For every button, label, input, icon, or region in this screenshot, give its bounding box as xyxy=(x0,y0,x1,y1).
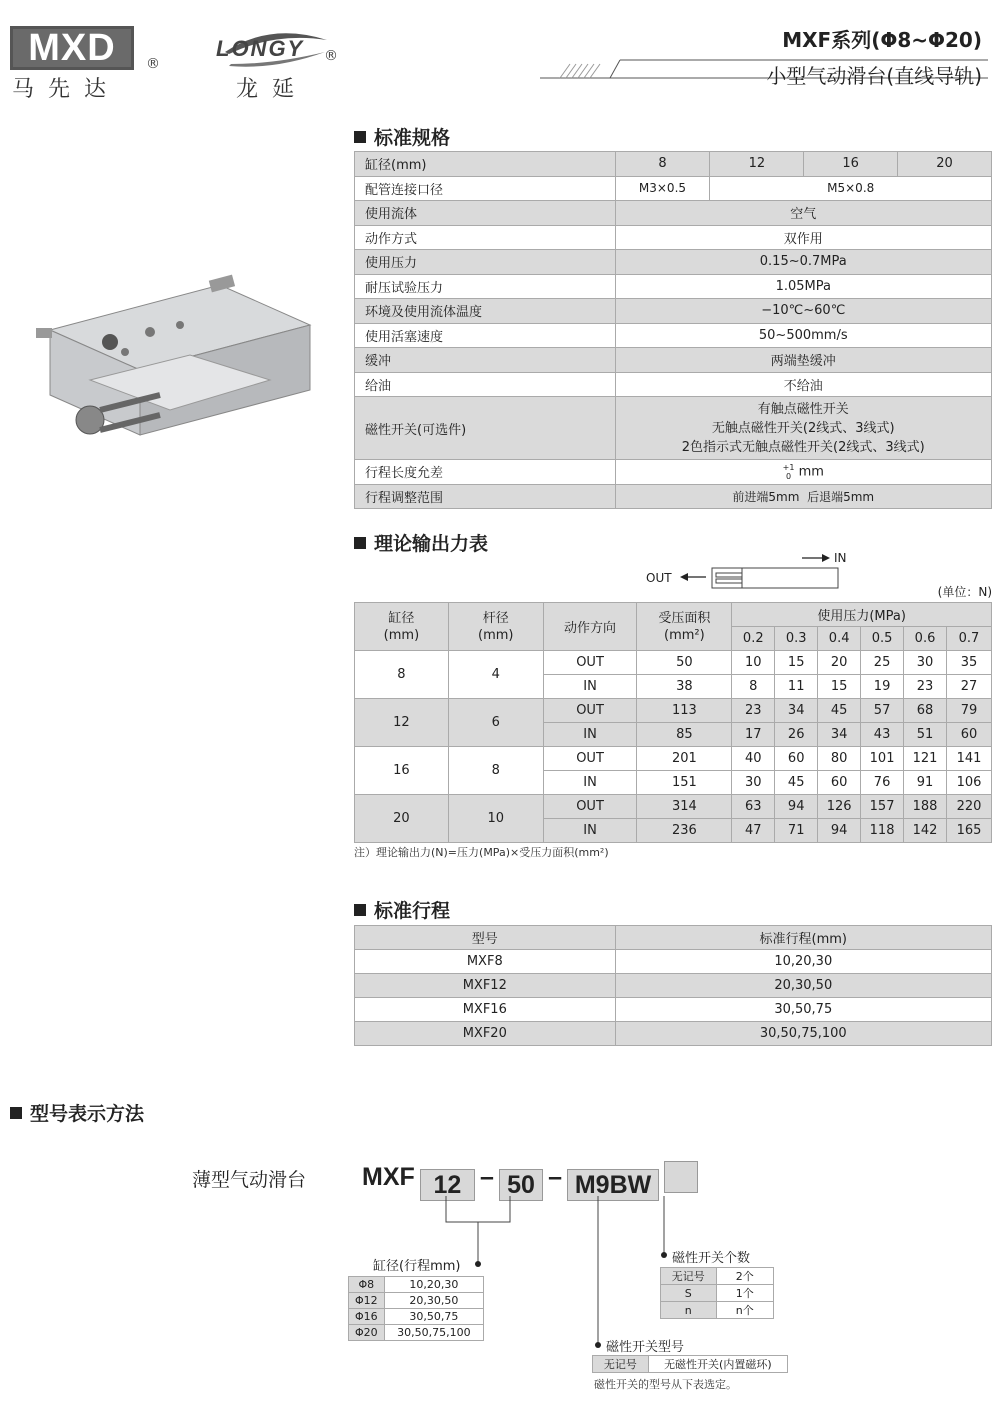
header-model: 型号 xyxy=(355,926,616,950)
cell-force: 51 xyxy=(904,723,947,747)
spec-cell: M5×0.8 xyxy=(710,176,992,201)
cell-area: 113 xyxy=(637,699,732,723)
cell-force: 60 xyxy=(818,771,861,795)
cell-value: 无磁性开关(内置磁环) xyxy=(648,1356,787,1373)
cell-area: 38 xyxy=(637,675,732,699)
section-title-model: 型号表示方法 xyxy=(10,1099,144,1126)
header-p: 0.6 xyxy=(904,627,947,651)
code-prefix: MXF xyxy=(362,1163,415,1191)
spec-cell: 8 xyxy=(615,152,710,177)
cell-force: 188 xyxy=(904,795,947,819)
cell-bore: 8 xyxy=(355,651,449,699)
cell-model: MXF20 xyxy=(355,1022,616,1046)
diagram-out-label: OUT xyxy=(646,571,672,585)
switch-count-table xyxy=(660,1267,774,1319)
switch-line: 无触点磁性开关(2线式、3线式) xyxy=(711,420,895,436)
spec-label: 磁性开关(可选件) xyxy=(355,397,616,460)
bore-code-table xyxy=(348,1276,484,1341)
tolerance-lower: 0 xyxy=(785,471,792,481)
cell-force: 23 xyxy=(732,699,775,723)
cell-force: 15 xyxy=(818,675,861,699)
spec-cell: 12 xyxy=(710,152,804,177)
cell-key: 无记号 xyxy=(593,1356,649,1373)
cell-area: 151 xyxy=(637,771,732,795)
code-dash-2: – xyxy=(548,1163,562,1191)
spec-cell: 1.05MPa xyxy=(615,274,991,299)
switch-type-note: 磁性开关的型号从下表选定。 xyxy=(594,1378,737,1391)
table-row xyxy=(661,1302,774,1319)
cell-force: 60 xyxy=(946,723,991,747)
cell-area: 50 xyxy=(637,651,732,675)
cell-force: 121 xyxy=(904,747,947,771)
cell-rod: 4 xyxy=(448,651,543,699)
cell-force: 91 xyxy=(904,771,947,795)
table-row xyxy=(349,1325,484,1341)
cell-rod: 10 xyxy=(448,795,543,843)
cell-value: n个 xyxy=(716,1302,774,1319)
header-p: 0.5 xyxy=(861,627,904,651)
cell-force: 79 xyxy=(946,699,991,723)
cell-force: 45 xyxy=(775,771,818,795)
cell-stroke: 30,50,75,100 xyxy=(615,1022,991,1046)
table-row xyxy=(349,1309,484,1325)
cell-value: 2个 xyxy=(716,1268,774,1285)
header-rod: 杆径 (mm) xyxy=(448,603,543,651)
spec-label: 动作方式 xyxy=(355,225,616,250)
bore-label: 缸径(行程mm) xyxy=(373,1259,461,1274)
header-direction: 动作方向 xyxy=(543,603,637,651)
spec-cell: 0.15~0.7MPa xyxy=(615,250,991,275)
cell-force: 45 xyxy=(818,699,861,723)
cell-area: 314 xyxy=(637,795,732,819)
longy-chinese-name: 龙延 xyxy=(236,77,309,102)
cell-force: 30 xyxy=(904,651,947,675)
cell-key: Φ20 xyxy=(349,1325,385,1341)
cell-force: 27 xyxy=(946,675,991,699)
cell-force: 25 xyxy=(861,651,904,675)
cell-key: n xyxy=(661,1302,717,1319)
cell-force: 20 xyxy=(818,651,861,675)
cell-key: Φ8 xyxy=(349,1277,385,1293)
header-p: 0.4 xyxy=(818,627,861,651)
switch-type-label: 磁性开关型号 xyxy=(606,1340,685,1355)
cell-force: 35 xyxy=(946,651,991,675)
cell-rod: 8 xyxy=(448,747,543,795)
spec-cell: 不给油 xyxy=(615,372,991,397)
cell-force: 94 xyxy=(818,819,861,843)
cell-dir: OUT xyxy=(543,747,637,771)
tolerance-unit: mm xyxy=(798,464,824,480)
spec-cell: −10℃~60℃ xyxy=(615,299,991,324)
spec-label: 缸径(mm) xyxy=(355,152,616,177)
cell-model: MXF16 xyxy=(355,998,616,1022)
spec-cell: 前进端5mm 后退端5mm xyxy=(615,484,991,509)
spec-label: 给油 xyxy=(355,372,616,397)
cell-value: 30,50,75,100 xyxy=(384,1325,483,1341)
cell-force: 10 xyxy=(732,651,775,675)
cell-force: 17 xyxy=(732,723,775,747)
cell-force: 106 xyxy=(946,771,991,795)
section-title-stroke: 标准行程 xyxy=(354,896,450,923)
mxd-chinese-name: 马先达 xyxy=(12,77,121,102)
cell-area: 85 xyxy=(637,723,732,747)
header-p: 0.3 xyxy=(775,627,818,651)
spec-label: 使用流体 xyxy=(355,201,616,226)
spec-label: 缓冲 xyxy=(355,348,616,373)
cell-force: 157 xyxy=(861,795,904,819)
cell-dir: IN xyxy=(543,771,637,795)
section-title-force: 理论输出力表 xyxy=(354,529,488,556)
cell-bore: 12 xyxy=(355,699,449,747)
registered-mark: ® xyxy=(146,56,160,72)
cell-force: 142 xyxy=(904,819,947,843)
spec-label: 使用活塞速度 xyxy=(355,323,616,348)
series-title: MXF系列(Φ8~Φ20) xyxy=(782,28,982,52)
cell-force: 220 xyxy=(946,795,991,819)
cell-area: 201 xyxy=(637,747,732,771)
table-row xyxy=(349,1293,484,1309)
section-title-spec: 标准规格 xyxy=(354,123,450,150)
cell-key: Φ12 xyxy=(349,1293,385,1309)
switch-line: 2色指示式无触点磁性开关(2线式、3线式) xyxy=(681,439,925,455)
cell-force: 26 xyxy=(775,723,818,747)
longy-logo-text: LONGY xyxy=(216,36,305,61)
cell-force: 101 xyxy=(861,747,904,771)
cell-force: 8 xyxy=(732,675,775,699)
cell-force: 63 xyxy=(732,795,775,819)
cell-force: 11 xyxy=(775,675,818,699)
cell-area: 236 xyxy=(637,819,732,843)
cell-stroke: 30,50,75 xyxy=(615,998,991,1022)
page-subtitle: 小型气动滑台(直线导轨) xyxy=(766,64,982,88)
cell-force: 71 xyxy=(775,819,818,843)
cell-key: 无记号 xyxy=(661,1268,717,1285)
diagram-in-label: IN xyxy=(834,551,847,565)
mxd-logo: MXD xyxy=(10,26,134,70)
cell-bore: 20 xyxy=(355,795,449,843)
cell-force: 23 xyxy=(904,675,947,699)
cell-force: 47 xyxy=(732,819,775,843)
cell-force: 40 xyxy=(732,747,775,771)
header-bore: 缸径 (mm) xyxy=(355,603,449,651)
cell-bore: 16 xyxy=(355,747,449,795)
spec-cell: 20 xyxy=(898,152,992,177)
cell-force: 43 xyxy=(861,723,904,747)
cell-force: 60 xyxy=(775,747,818,771)
count-label: 磁性开关个数 xyxy=(672,1251,751,1266)
force-note: 注）理论输出力(N)=压力(MPa)×受压力面积(mm²) xyxy=(354,846,609,859)
switch-type-table xyxy=(592,1355,788,1373)
spec-label: 耐压试验压力 xyxy=(355,274,616,299)
unit-label: (单位：N) xyxy=(937,585,992,599)
cell-dir: IN xyxy=(543,723,637,747)
code-switch-box: M9BW xyxy=(567,1169,659,1201)
spec-cell: 空气 xyxy=(615,201,991,226)
spec-cell: 50~500mm/s xyxy=(615,323,991,348)
spec-cell: 16 xyxy=(804,152,898,177)
code-dash: – xyxy=(479,1163,494,1191)
cell-dir: OUT xyxy=(543,795,637,819)
cell-model: MXF8 xyxy=(355,950,616,974)
cell-value: 10,20,30 xyxy=(384,1277,483,1293)
cell-force: 76 xyxy=(861,771,904,795)
cell-dir: OUT xyxy=(543,699,637,723)
cell-value: 1个 xyxy=(716,1285,774,1302)
cell-dir: IN xyxy=(543,675,637,699)
cell-stroke: 20,30,50 xyxy=(615,974,991,998)
cell-dir: OUT xyxy=(543,651,637,675)
header-area: 受压面积 (mm²) xyxy=(637,603,732,651)
header-stroke: 标准行程(mm) xyxy=(615,926,991,950)
cell-model: MXF12 xyxy=(355,974,616,998)
spec-label: 配管连接口径 xyxy=(355,176,616,201)
cell-force: 15 xyxy=(775,651,818,675)
spec-label: 行程调整范围 xyxy=(355,484,616,509)
spec-cell: 两端垫缓冲 xyxy=(615,348,991,373)
header-p: 0.7 xyxy=(946,627,991,651)
cell-rod: 6 xyxy=(448,699,543,747)
model-name: 薄型气动滑台 xyxy=(192,1169,307,1191)
cell-force: 165 xyxy=(946,819,991,843)
spec-cell: M3×0.5 xyxy=(615,176,710,201)
cell-stroke: 10,20,30 xyxy=(615,950,991,974)
spec-label: 使用压力 xyxy=(355,250,616,275)
code-stroke-box: 50 xyxy=(499,1169,543,1201)
switch-line: 有触点磁性开关 xyxy=(757,401,849,417)
cell-force: 68 xyxy=(904,699,947,723)
registered-mark-2: ® xyxy=(324,48,338,64)
cell-force: 80 xyxy=(818,747,861,771)
cell-key: Φ16 xyxy=(349,1309,385,1325)
cell-value: 20,30,50 xyxy=(384,1293,483,1309)
cell-force: 30 xyxy=(732,771,775,795)
cell-force: 118 xyxy=(861,819,904,843)
table-row xyxy=(661,1285,774,1302)
cell-force: 141 xyxy=(946,747,991,771)
spec-label: 环境及使用流体温度 xyxy=(355,299,616,324)
table-row xyxy=(349,1277,484,1293)
spec-label: 行程长度允差 xyxy=(355,460,616,485)
header-p: 0.2 xyxy=(732,627,775,651)
cell-value: 30,50,75 xyxy=(384,1309,483,1325)
cell-force: 57 xyxy=(861,699,904,723)
code-bore-box: 12 xyxy=(420,1169,475,1201)
cell-dir: IN xyxy=(543,819,637,843)
cell-key: S xyxy=(661,1285,717,1302)
table-row xyxy=(593,1356,788,1373)
cell-force: 34 xyxy=(818,723,861,747)
cell-force: 19 xyxy=(861,675,904,699)
cell-force: 126 xyxy=(818,795,861,819)
spec-cell: 双作用 xyxy=(615,225,991,250)
table-row xyxy=(661,1268,774,1285)
header-pressure: 使用压力(MPa) xyxy=(732,603,992,627)
cell-force: 94 xyxy=(775,795,818,819)
tolerance-upper: +1 xyxy=(782,462,795,472)
cell-force: 34 xyxy=(775,699,818,723)
